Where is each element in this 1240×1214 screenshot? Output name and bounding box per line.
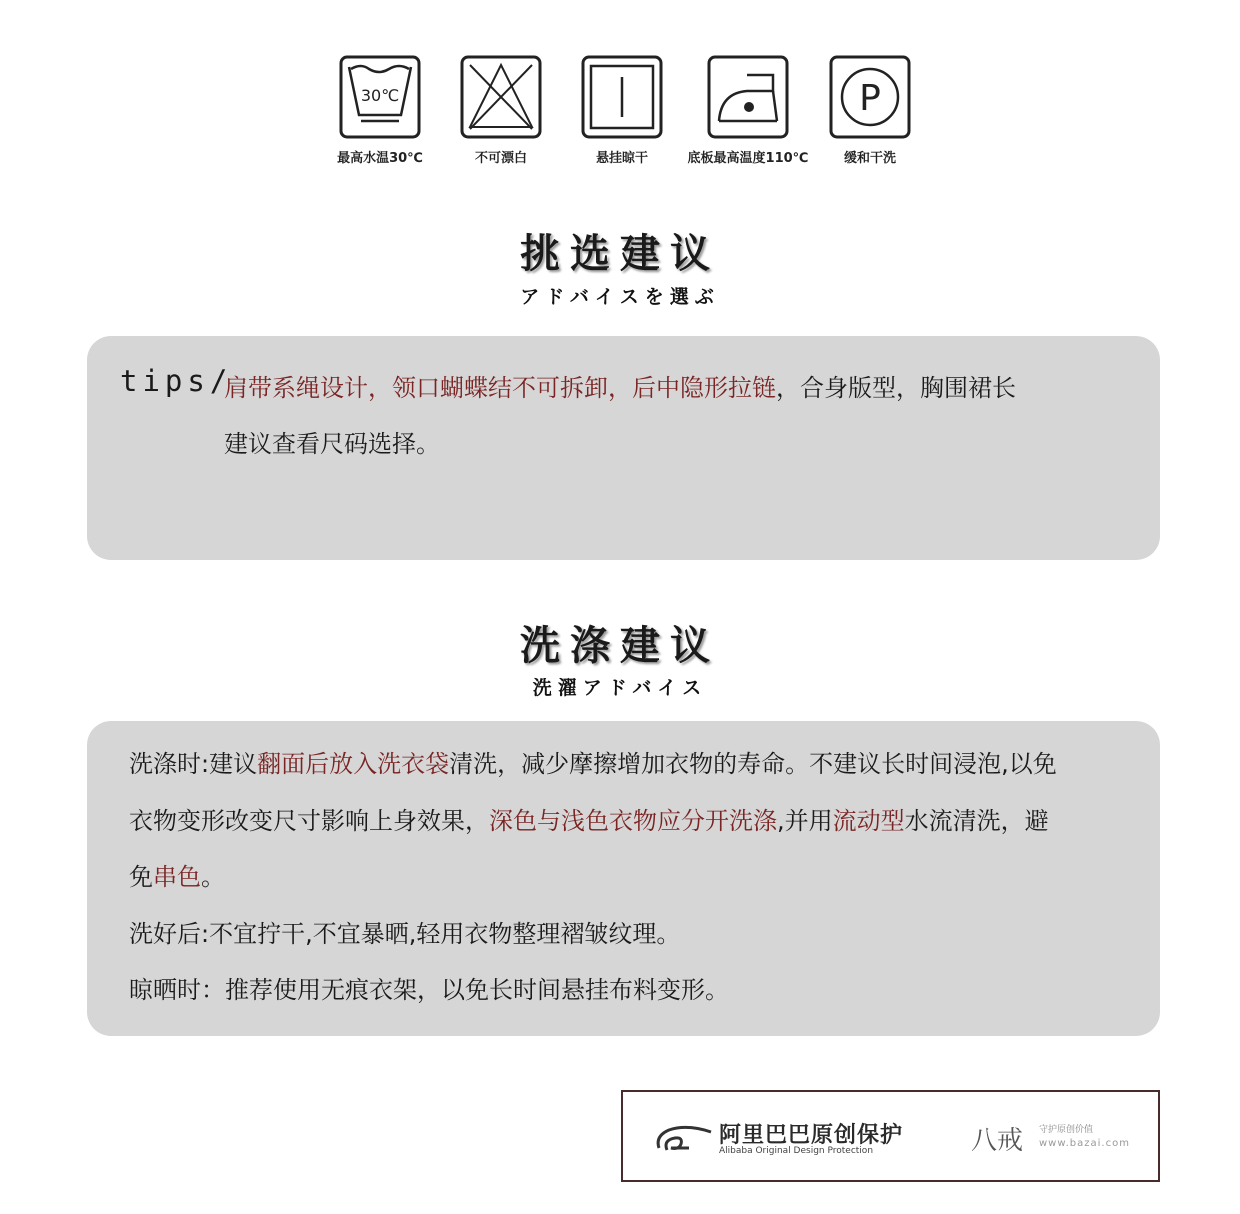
wash-line-2-b: ,并用 <box>777 806 833 835</box>
wash-line-1-highlight: 翻面后放入洗衣袋 <box>257 750 450 778</box>
iron-110c-icon <box>707 55 789 139</box>
wash-line-2-highlight-1: 深色与浅色衣物应分开洗涤 <box>489 806 777 835</box>
care-label-wash: 最高水温30℃ <box>337 151 423 166</box>
advice-subtitle: アドバイスを選ぶ <box>520 286 720 308</box>
care-label-dry-clean: 缓和干洗 <box>843 151 896 166</box>
alibaba-logo-icon <box>653 1122 715 1156</box>
wash-line-2 <box>129 793 1149 850</box>
wash-line-1-b: 清洗，减少摩擦增加衣物的寿命。不建议长时间浸泡,以免 <box>449 750 1057 778</box>
advice-text <box>224 360 1104 472</box>
bazai-logo: 八戒 <box>971 1126 1024 1156</box>
wash-line-3-b: 。 <box>201 863 225 891</box>
gentle-dry-clean-icon <box>829 55 911 139</box>
bazai-tagline: 守护原创价值 <box>1039 1125 1094 1135</box>
advice-line-1 <box>224 360 1104 416</box>
brand-english-text: Alibaba Original Design Protection <box>719 1146 874 1156</box>
care-label-no-bleach: 不可漂白 <box>474 151 527 166</box>
wash-line-2-a: 衣物变形改变尺寸影响上身效果， <box>129 806 489 835</box>
advice-rest-1: ，合身版型，胸围裙长 <box>776 374 1016 402</box>
advice-line-2: 建议查看尺码选择。 <box>224 430 440 458</box>
care-item-dry-clean <box>815 55 925 166</box>
wash-line-2-highlight-2: 流动型 <box>832 806 905 835</box>
wash-line-1-a: 洗涤时:建议 <box>129 750 258 778</box>
advice-highlight: 肩带系绳设计，领口蝴蝶结不可拆卸，后中隐形拉链 <box>224 374 776 402</box>
wash-line-5: 晾晒时：推荐使用无痕衣架，以免长时间悬挂布料变形。 <box>129 976 729 1004</box>
wash-30c-icon <box>339 55 421 139</box>
no-bleach-icon <box>460 55 542 139</box>
care-item-iron <box>687 55 809 166</box>
tips-label: tips/ <box>120 364 233 398</box>
wash-line-3-a: 免 <box>129 863 153 891</box>
wash-subtitle: 洗濯アドバイス <box>532 677 708 699</box>
brand-protection-badge <box>621 1090 1160 1182</box>
advice-title: 挑选建议 <box>520 231 720 277</box>
wash-temp-text: 30℃ <box>360 86 400 105</box>
bazai-url: www.bazai.com <box>1039 1138 1130 1149</box>
care-item-no-bleach <box>446 55 556 166</box>
care-label-iron: 底板最高温度110℃ <box>687 151 809 166</box>
brand-main-text: 阿里巴巴原创保护 <box>719 1123 904 1148</box>
wash-line-3-highlight: 串色 <box>153 863 201 891</box>
care-item-wash <box>325 55 435 166</box>
wash-line-3 <box>129 849 1149 906</box>
wash-text <box>129 736 1149 1019</box>
wash-line-4: 洗好后:不宜拧干,不宜暴晒,轻用衣物整理褶皱纹理。 <box>129 919 681 948</box>
care-item-line-dry <box>567 55 677 166</box>
care-label-line-dry: 悬挂晾干 <box>595 151 648 166</box>
wash-title: 洗涤建议 <box>520 623 720 669</box>
line-dry-icon <box>581 55 663 139</box>
care-symbols-row <box>0 55 1240 175</box>
dry-clean-letter: P <box>859 78 881 119</box>
wash-line-1 <box>129 736 1149 793</box>
wash-line-2-c: 水流清洗，避 <box>904 806 1049 835</box>
